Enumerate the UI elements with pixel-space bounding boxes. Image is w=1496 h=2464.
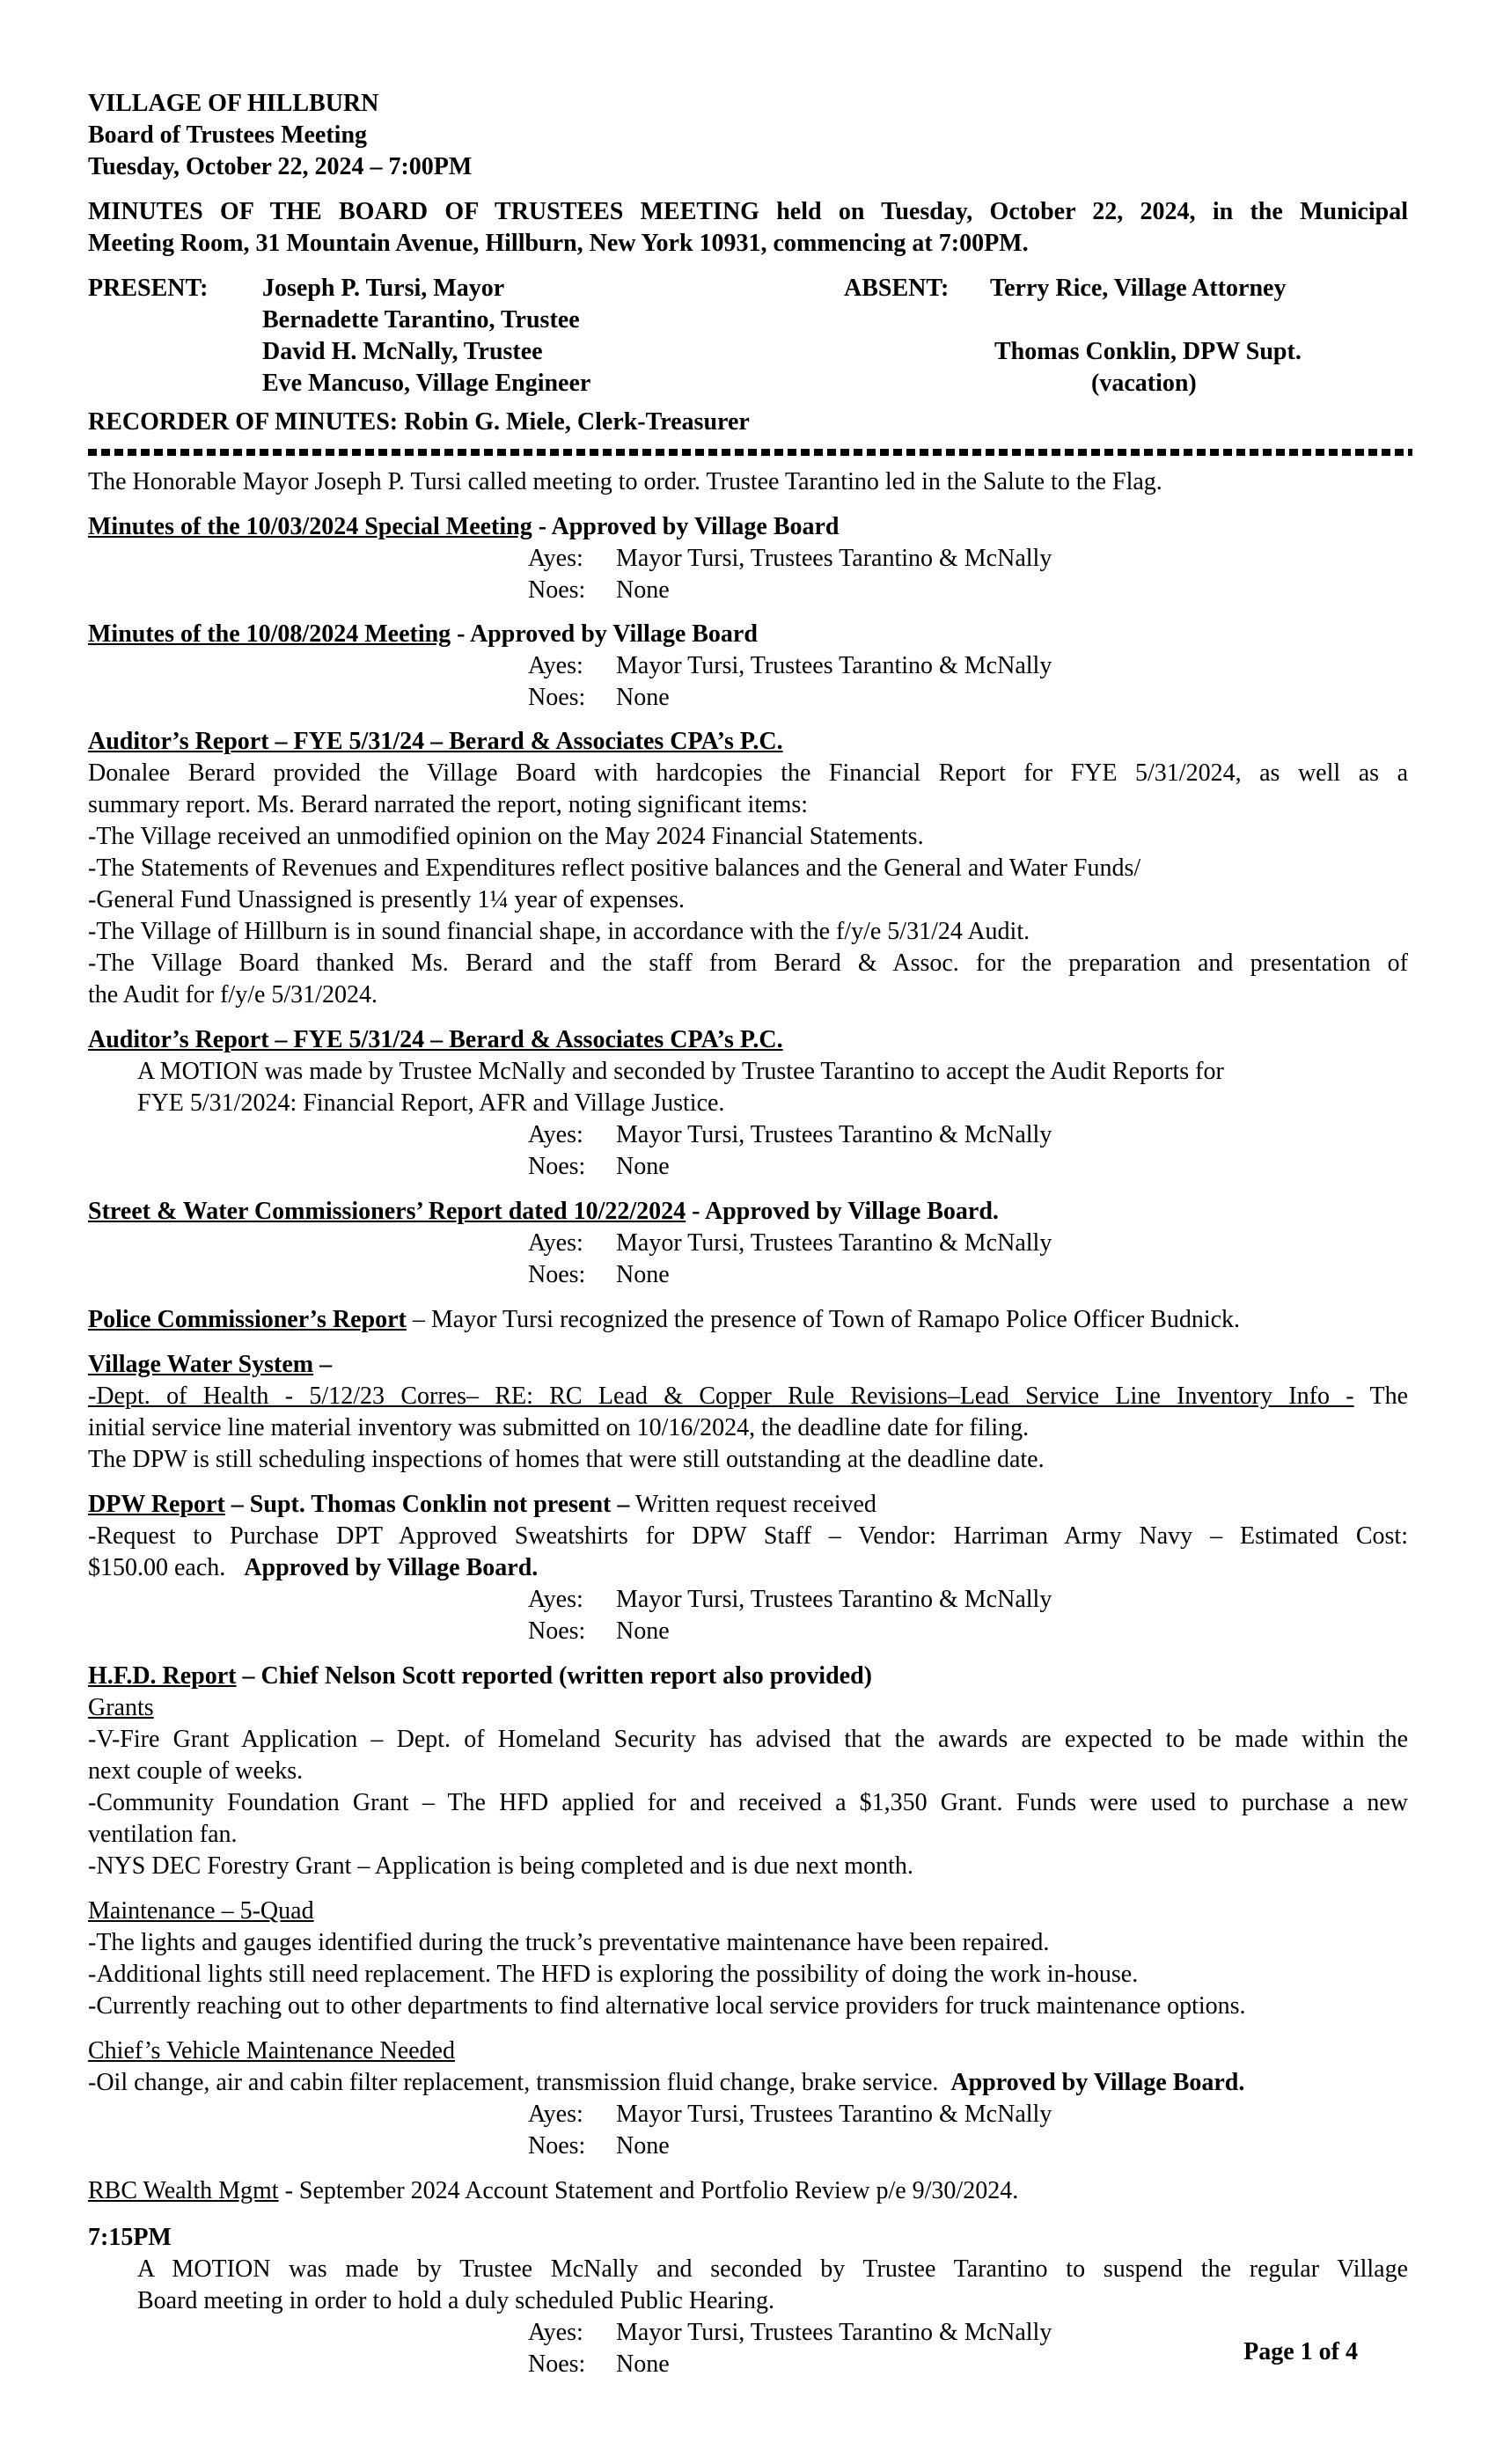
- maintenance-item: -The lights and gauges identified during the truck’s preventative maintenance have been repaired.: [88, 1929, 1050, 1956]
- minutes-1003-heading: [88, 511, 1408, 543]
- auditor-report-text: Donalee Berard provided the Village Board with hardcopies the Financial Report for FYE 5/31/2024, as well as a: [88, 759, 1408, 787]
- absent-note: (vacation): [1091, 370, 1197, 397]
- chief-vehicle-item: [88, 2067, 1408, 2099]
- absent-member: Terry Rice, Village Attorney: [990, 275, 1287, 302]
- ayes-value: Mayor Tursi, Trustees Tarantino & McNally: [616, 1229, 1052, 1257]
- grant-item: next couple of weeks.: [88, 1757, 304, 1785]
- noes-label: Noes:: [528, 2132, 586, 2160]
- minutes-1008-status: - Approved by Village Board: [451, 620, 758, 648]
- auditor-report-item: -The Village received an unmodified opinion on the May 2024 Financial Statements.: [88, 823, 924, 850]
- noes-value: None: [616, 2350, 670, 2378]
- absent-label: ABSENT:: [844, 275, 950, 302]
- ayes-label: Ayes:: [528, 1586, 583, 1613]
- call-to-order: The Honorable Mayor Joseph P. Tursi called meeting to order. Trustee Tarantino led in the Salute to the Flag.: [88, 468, 1162, 495]
- ayes-label: Ayes:: [528, 2101, 583, 2128]
- noes-label: Noes:: [528, 684, 586, 711]
- absent-member: Thomas Conklin, DPW Supt.: [994, 338, 1302, 365]
- auditor-report-heading: Auditor’s Report – FYE 5/31/24 – Berard & Associates CPA’s P.C.: [88, 728, 783, 755]
- noes-value: None: [616, 1617, 670, 1645]
- ayes-label: Ayes:: [528, 1121, 583, 1148]
- minutes-1003-title: Minutes of the 10/03/2024 Special Meeting: [88, 513, 532, 540]
- noes-label: Noes:: [528, 1261, 586, 1288]
- attendance-block: [88, 273, 1408, 400]
- maintenance-subheading: Maintenance – 5-Quad: [88, 1897, 314, 1925]
- dpw-report-heading: [88, 1489, 1408, 1521]
- page-number: Page 1 of 4: [1243, 2338, 1358, 2365]
- noes-value: None: [616, 2132, 670, 2160]
- hfd-report-heading: [88, 1661, 1408, 1692]
- present-label: PRESENT:: [88, 275, 209, 302]
- noes-label: Noes:: [528, 1153, 586, 1180]
- noes-value: None: [616, 1261, 670, 1288]
- rbc-text: - September 2024 Account Statement and Portfolio Review p/e 9/30/2024.: [278, 2177, 1019, 2204]
- water-system-heading: [88, 1349, 1408, 1381]
- auditor-report-item: -The Village Board thanked Ms. Berard and the staff from Berard & Assoc. for the preparation and presentation of: [88, 950, 1408, 977]
- auditor-report-text: summary report. Ms. Berard narrated the report, noting significant items:: [88, 791, 809, 818]
- water-system-text: The: [1353, 1382, 1408, 1410]
- chief-vehicle-text: -Oil change, air and cabin filter replacement, transmission fluid change, brake service.: [88, 2069, 939, 2096]
- water-system-title: Village Water System: [88, 1351, 314, 1378]
- present-member: Joseph P. Tursi, Mayor: [262, 275, 505, 302]
- water-system-line: [88, 1381, 1408, 1412]
- grants-subheading: Grants: [88, 1694, 154, 1721]
- ayes-label: Ayes:: [528, 545, 583, 572]
- maintenance-item: -Additional lights still need replacement. The HFD is exploring the possibility of doing the work in-house.: [88, 1961, 1139, 1988]
- ayes-value: Mayor Tursi, Trustees Tarantino & McNally: [616, 1586, 1052, 1613]
- dpw-text: Written request received: [629, 1491, 876, 1518]
- ayes-label: Ayes:: [528, 652, 583, 679]
- water-system-text: initial service line material inventory was submitted on 10/16/2024, the deadline date for filing.: [88, 1414, 1030, 1441]
- noes-value: None: [616, 1153, 670, 1180]
- maintenance-item: -Currently reaching out to other departments to find alternative local service providers for truck maintenance options.: [88, 1992, 1246, 2020]
- intro-line-1: MINUTES OF THE BOARD OF TRUSTEES MEETING held on Tuesday, October 22, 2024, in the Municipal: [88, 198, 1408, 225]
- police-report: [88, 1304, 1408, 1336]
- water-system-dash: –: [313, 1351, 333, 1378]
- street-water-heading: [88, 1196, 1408, 1228]
- grant-item: -V-Fire Grant Application – Dept. of Homeland Security has advised that the awards are expected to be made within the: [88, 1726, 1408, 1753]
- dpw-request: -Request to Purchase DPT Approved Sweatshirts for DPW Staff – Vendor: Harriman Army Navy – Estimated Cost:: [88, 1522, 1408, 1550]
- grant-item: ventilation fan.: [88, 1821, 238, 1848]
- auditor-motion-heading: Auditor’s Report – FYE 5/31/24 – Berard & Associates CPA’s P.C.: [88, 1026, 783, 1053]
- dpw-cost: $150.00 each.: [88, 1554, 226, 1581]
- auditor-report-item: -General Fund Unassigned is presently 1¼ year of expenses.: [88, 886, 686, 913]
- minutes-1008-title: Minutes of the 10/08/2024 Meeting: [88, 620, 451, 648]
- dpw-note: – Supt. Thomas Conklin not present –: [224, 1491, 630, 1518]
- ayes-label: Ayes:: [528, 1229, 583, 1257]
- ayes-label: Ayes:: [528, 2319, 583, 2346]
- noes-label: Noes:: [528, 2350, 586, 2378]
- dpw-title: DPW Report: [88, 1491, 225, 1518]
- auditor-report-item: the Audit for f/y/e 5/31/2024.: [88, 981, 378, 1008]
- hfd-title: H.F.D. Report: [88, 1662, 237, 1690]
- recorder-of-minutes: RECORDER OF MINUTES: Robin G. Miele, Clerk-Treasurer: [88, 408, 750, 436]
- intro-line-2: Meeting Room, 31 Mountain Avenue, Hillburn, New York 10931, commencing at 7:00PM.: [88, 230, 1029, 257]
- present-member: Bernadette Tarantino, Trustee: [262, 306, 580, 334]
- ayes-value: Mayor Tursi, Trustees Tarantino & McNally: [616, 1121, 1052, 1148]
- noes-value: None: [616, 684, 670, 711]
- doh-correspondence-ref: -Dept. of Health - 5/12/23 Corres– RE: RC Lead & Copper Rule Revisions–Lead Service Line Inventory Info -: [88, 1382, 1354, 1410]
- auditor-report-item: -The Village of Hillburn is in sound financial shape, in accordance with the f/y/e 5/31/24 Audit.: [88, 918, 1030, 945]
- noes-value: None: [616, 576, 670, 604]
- rbc-title: RBC Wealth Mgmt: [88, 2177, 279, 2204]
- minutes-page: [88, 88, 1408, 2420]
- public-hearing-motion: Board meeting in order to hold a duly scheduled Public Hearing.: [137, 2287, 774, 2314]
- chief-vehicle-approval: Approved by Village Board.: [950, 2069, 1245, 2096]
- noes-label: Noes:: [528, 576, 586, 604]
- rbc-report: [88, 2175, 1408, 2207]
- dotted-divider: [88, 449, 1412, 456]
- street-water-status: - Approved by Village Board.: [686, 1198, 999, 1225]
- noes-label: Noes:: [528, 1617, 586, 1645]
- water-system-text: The DPW is still scheduling inspections of homes that were still outstanding at the deadline date.: [88, 1446, 1045, 1473]
- minutes-1003-status: - Approved by Village Board: [532, 513, 840, 540]
- org-name: VILLAGE OF HILLBURN: [88, 90, 379, 117]
- public-hearing-motion: A MOTION was made by Trustee McNally and seconded by Trustee Tarantino to suspend the regular Village: [137, 2255, 1408, 2283]
- dpw-approval: Approved by Village Board.: [244, 1554, 539, 1581]
- ayes-value: Mayor Tursi, Trustees Tarantino & McNally: [616, 2101, 1052, 2128]
- police-title: Police Commissioner’s Report: [88, 1306, 407, 1333]
- grant-item: -NYS DEC Forestry Grant – Application is being completed and is due next month.: [88, 1852, 913, 1880]
- chief-vehicle-subheading: Chief’s Vehicle Maintenance Needed: [88, 2037, 455, 2064]
- street-water-title: Street & Water Commissioners’ Report dated 10/22/2024: [88, 1198, 686, 1225]
- auditor-motion-text: FYE 5/31/2024: Financial Report, AFR and Village Justice.: [137, 1089, 725, 1117]
- auditor-report-item: -The Statements of Revenues and Expenditures reflect positive balances and the General and Water Funds/: [88, 854, 1141, 882]
- dpw-request-cost: [88, 1552, 1408, 1584]
- ayes-value: Mayor Tursi, Trustees Tarantino & McNally: [616, 2319, 1052, 2346]
- meeting-type: Board of Trustees Meeting: [88, 121, 368, 149]
- meeting-datetime: Tuesday, October 22, 2024 – 7:00PM: [88, 153, 473, 180]
- ayes-value: Mayor Tursi, Trustees Tarantino & McNally: [616, 545, 1052, 572]
- grant-item: -Community Foundation Grant – The HFD applied for and received a $1,350 Grant. Funds were used to purchase a new: [88, 1789, 1408, 1816]
- hfd-note: – Chief Nelson Scott reported (written report also provided): [236, 1662, 872, 1690]
- minutes-1008-heading: [88, 619, 1408, 650]
- ayes-value: Mayor Tursi, Trustees Tarantino & McNally: [616, 652, 1052, 679]
- present-member: Eve Mancuso, Village Engineer: [262, 370, 591, 397]
- time-marker: 7:15PM: [88, 2224, 172, 2251]
- auditor-motion-text: A MOTION was made by Trustee McNally and seconded by Trustee Tarantino to accept the Audit Reports for: [137, 1058, 1224, 1085]
- present-member: David H. McNally, Trustee: [262, 338, 543, 365]
- police-text: – Mayor Tursi recognized the presence of Town of Ramapo Police Officer Budnick.: [406, 1306, 1241, 1333]
